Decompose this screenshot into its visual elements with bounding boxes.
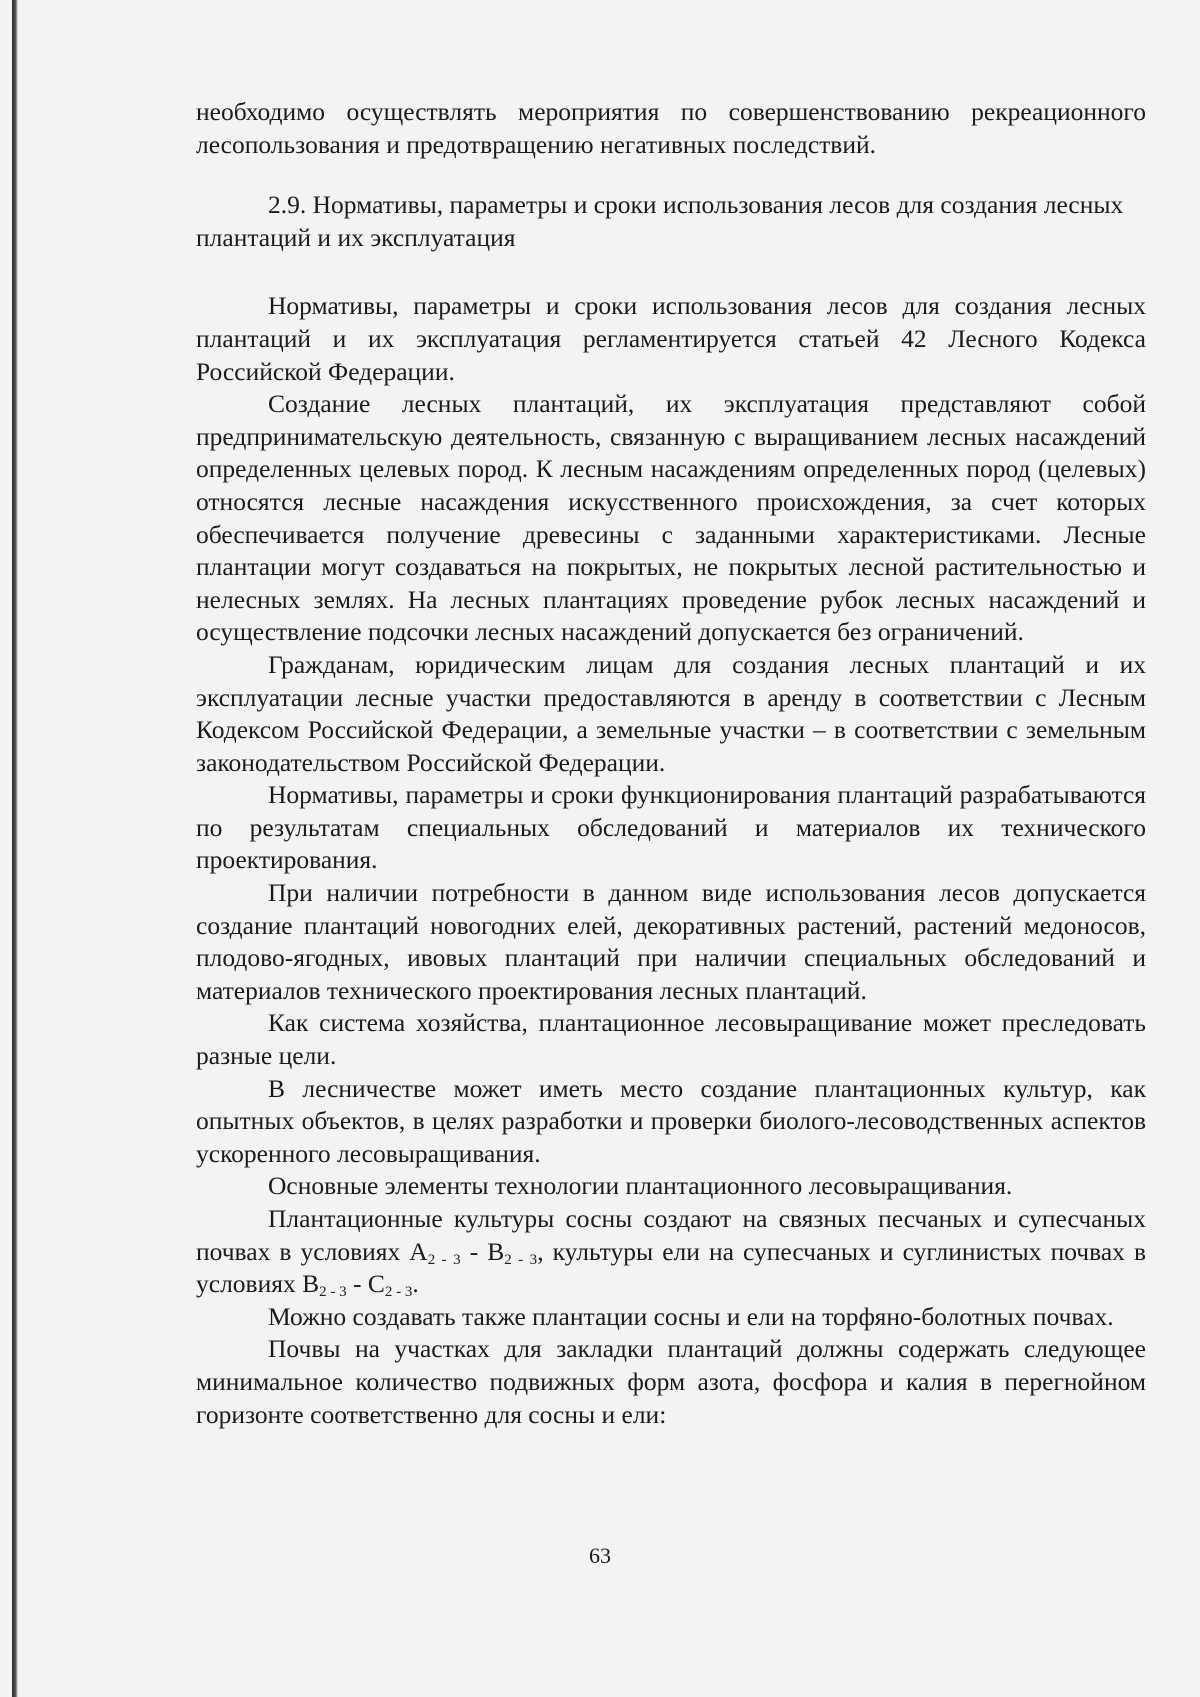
p9-sub-2: 2 - 3 bbox=[504, 1251, 538, 1268]
paragraph-3: Гражданам, юридическим лицам для создания лесных плантаций и их эксплуатации лесные участки предоставляются в аренду в соответствии с Лесным Кодексом Российской Федерации, а земельные участки – в соответствии с земельным законодательством Российской Федерации. bbox=[196, 649, 1146, 777]
paragraph-1: Нормативы, параметры и сроки использования лесов для создания лесных плантаций и их эксплуатация регламентируется статьей 42 Лесного Кодекса Российской Федерации. bbox=[196, 291, 1146, 386]
paragraph-7: В лесничестве может иметь место создание плантационных культур, как опытных объектов, в целях разработки и проверки биолого-лесоводственных аспектов ускоренного лесовыращивания. bbox=[196, 1073, 1146, 1168]
p9-text-3: , культуры ели на супесчаных и суглинистых почвах в условиях В bbox=[196, 1236, 1147, 1299]
paragraph-8: Основные элементы технологии плантационного лесовыращивания. bbox=[268, 1171, 1013, 1201]
paragraph-6: Как система хозяйства, плантационное лесовыращивание может преследовать разные цели. bbox=[196, 1008, 1146, 1071]
scan-binding-edge bbox=[12, 0, 18, 1697]
p9-sub-3: 2 - 3 bbox=[319, 1284, 347, 1301]
paragraph-11: Почвы на участках для закладки плантаций должны содержать следующее минимальное количество подвижных форм азота, фосфора и калия в перегнойном горизонте соответственно для сосны и ели: bbox=[196, 1334, 1146, 1429]
paragraph-2: Создание лесных плантаций, их эксплуатация представляют собой предпринимательскую деятельность, связанную с выращиванием лесных насаждений определенных целевых пород. К лесным насаждениям определенных пород (целевых) относятся лесные насаждения искусственного происхождения, за счет которых обеспечивается получение древесины с заданными характеристиками. Лесные плантации могут создаваться на покрытых, не покрытых лесной растительностью и нелесных землях. На лесных плантациях проведение рубок лесных насаждений и осуществление подсочки лесных насаждений допускается без ограничений. bbox=[196, 389, 1146, 647]
p9-text-1: Плантационные культуры сосны создают на связных песчаных и супесчаных почвах в условиях А bbox=[196, 1204, 1146, 1266]
paragraph-10: Можно создавать также плантации сосны и ели на торфяно-болотных почвах. bbox=[268, 1301, 1114, 1331]
p9-text-5: . bbox=[412, 1269, 419, 1299]
spacer bbox=[196, 254, 1146, 290]
p9-sub-4: 2 - 3 bbox=[384, 1284, 413, 1301]
document-page bbox=[196, 96, 1146, 1431]
paragraph-9 bbox=[196, 1203, 1146, 1301]
p9-sub-1: 2 - 3 bbox=[427, 1251, 461, 1268]
paragraph-continuation: необходимо осуществлять мероприятия по совершенствованию рекреационного лесопользования и предотвращению негативных последствий. bbox=[196, 97, 1146, 159]
p9-text-4: - С bbox=[346, 1269, 385, 1299]
page-number: 63 bbox=[589, 1543, 611, 1568]
section-heading: 2.9. Нормативы, параметры и сроки использования лесов для создания лесных плантаций и их эксплуатация bbox=[196, 190, 1124, 252]
p9-text-2: - В bbox=[460, 1236, 505, 1266]
paragraph-5: При наличии потребности в данном виде использования лесов допускается создание плантаций новогодних елей, декоративных растений, растений медоносов, плодово-ягодных, ивовых плантаций при наличии специальных обследований и материалов технического проектирования лесных плантаций. bbox=[196, 878, 1146, 1005]
paragraph-4: Нормативы, параметры и сроки функционирования плантаций разрабатываются по результатам специальных обследований и материалов их технического проектирования. bbox=[196, 780, 1146, 875]
